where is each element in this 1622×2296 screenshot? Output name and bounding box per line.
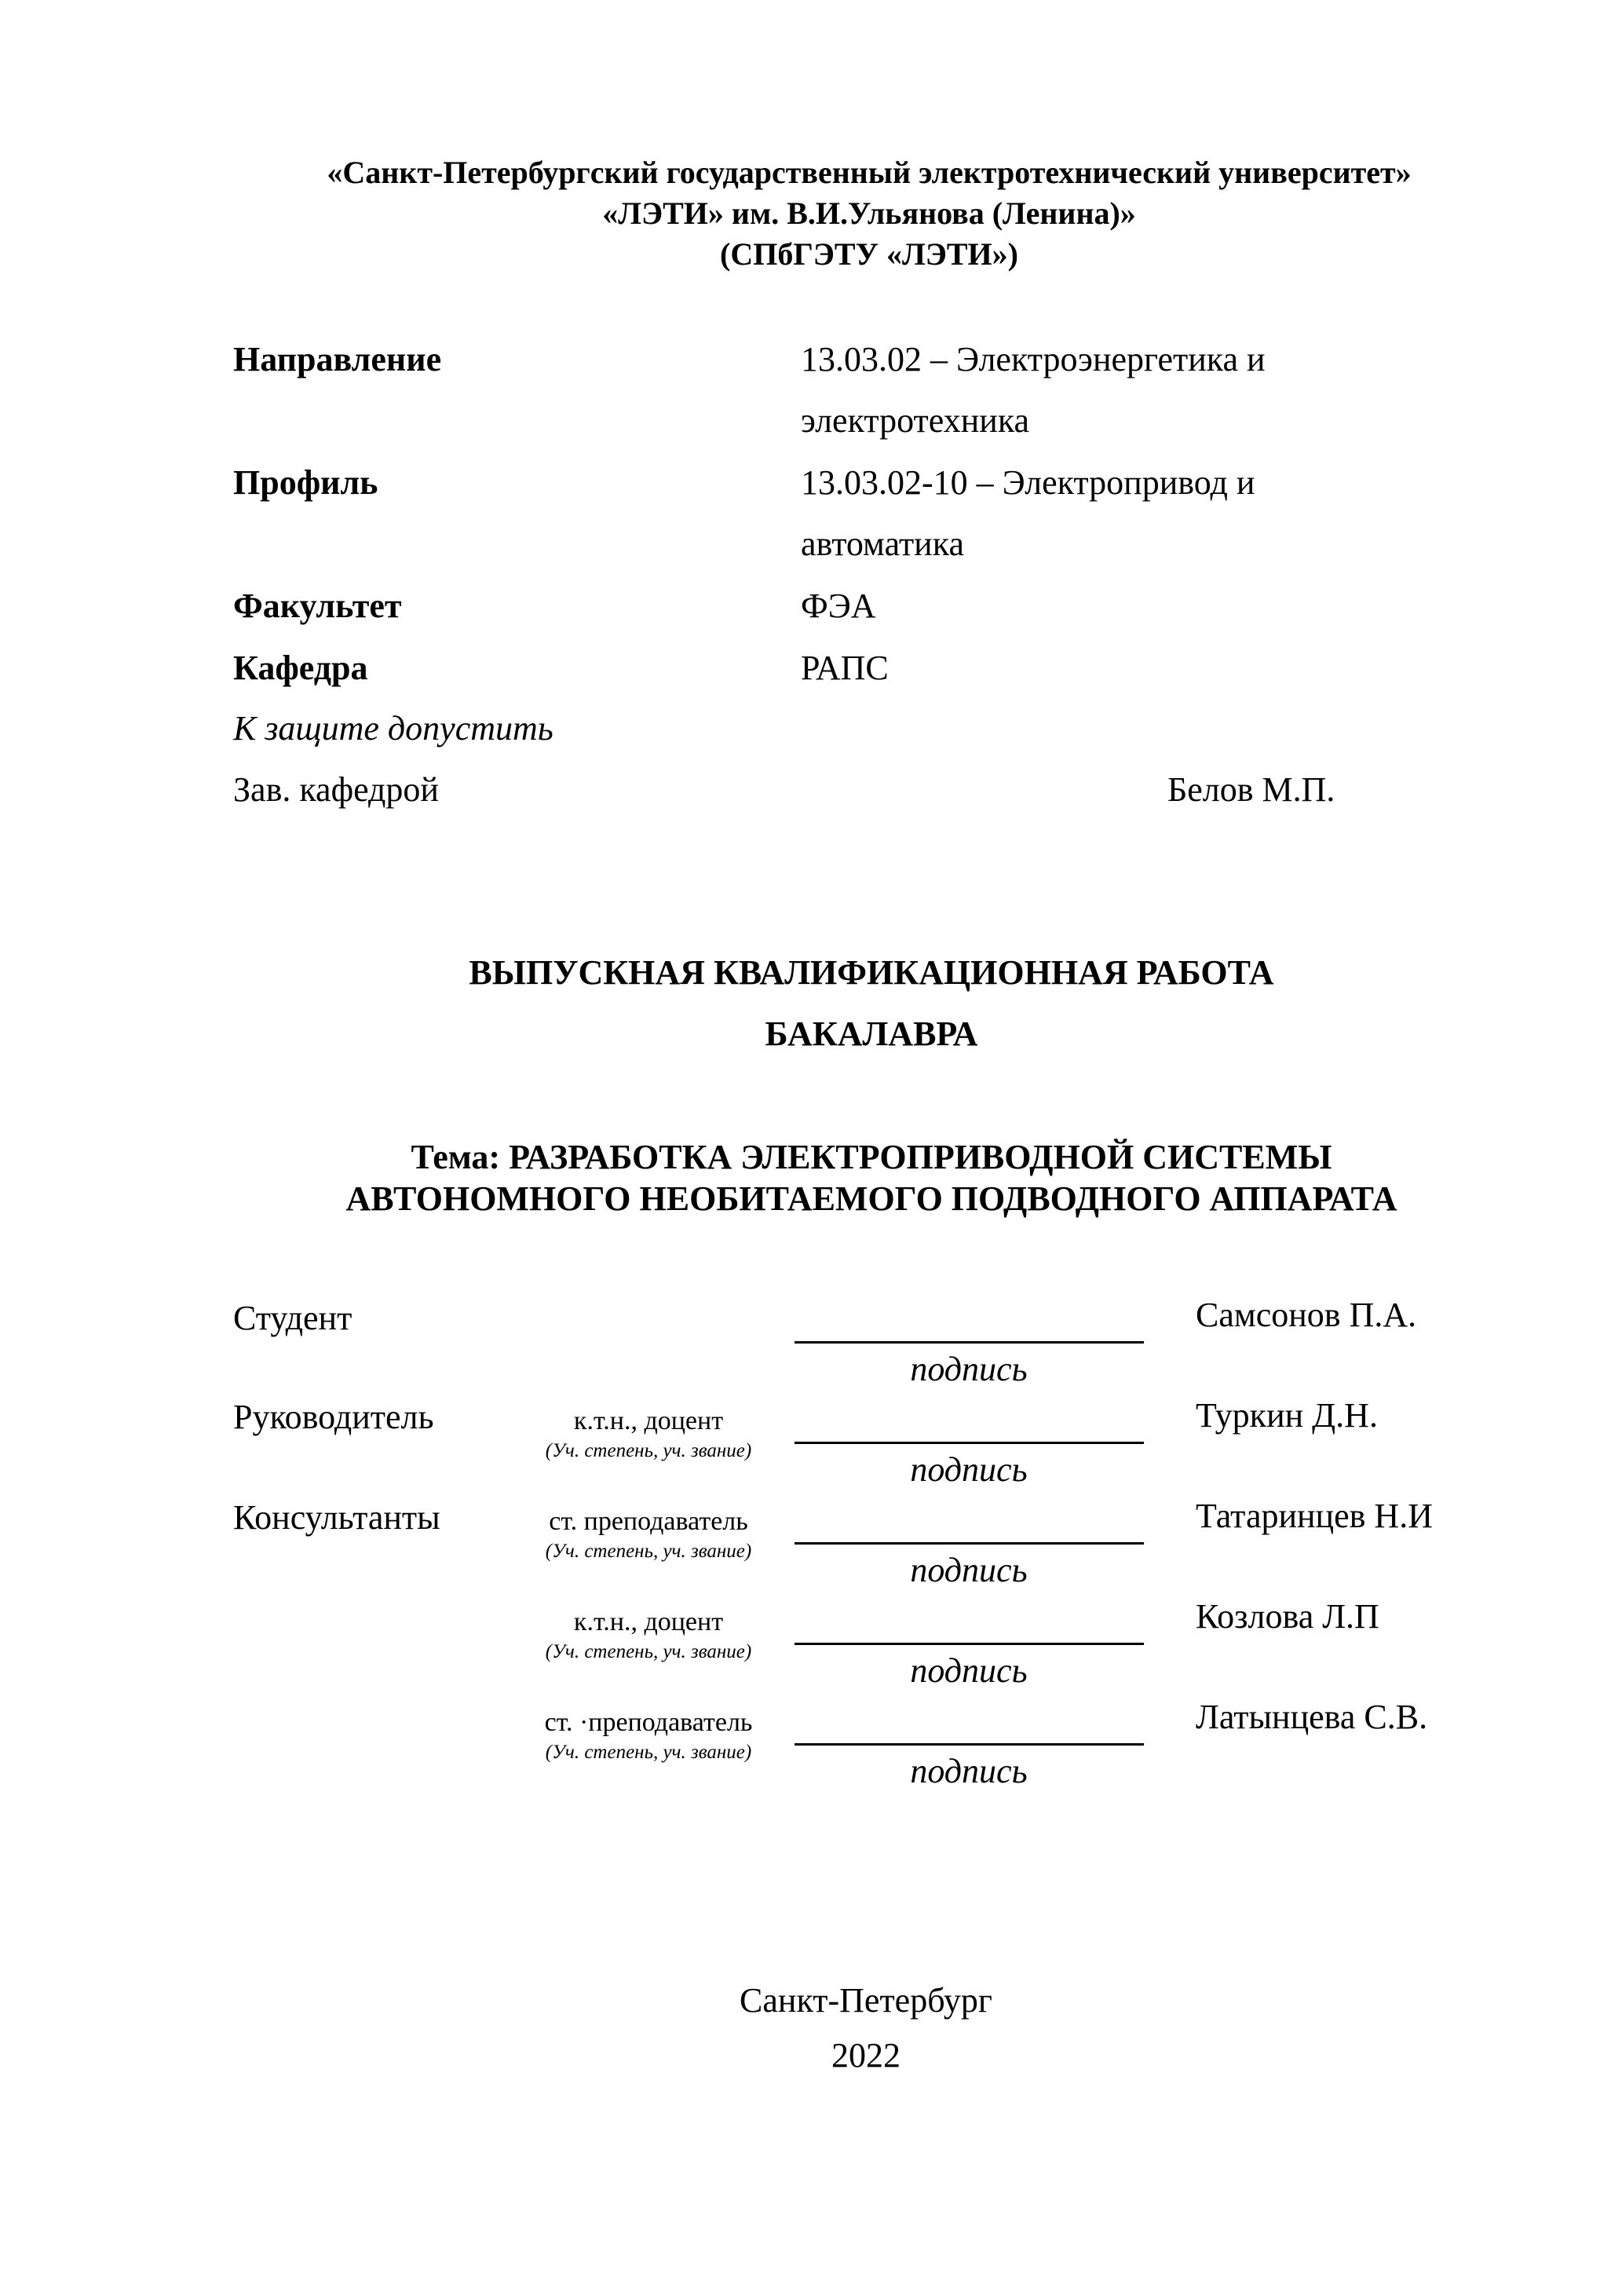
signature-caption: подпись <box>910 1450 1028 1489</box>
head-of-department-label: Зав. кафедрой <box>233 770 439 809</box>
city: Санкт-Петербург <box>740 1981 992 2020</box>
role-supervisor: Руководитель <box>233 1398 434 1436</box>
university-short-name: «ЛЭТИ» им. В.И.Ульянова (Ленина)» <box>602 196 1136 231</box>
signature-caption: подпись <box>910 1752 1028 1790</box>
work-title-line2: БАКАЛАВРА <box>765 1015 978 1053</box>
field-label-direction: Направление <box>233 340 442 378</box>
field-value-faculty: ФЭА <box>801 587 876 625</box>
work-title-line1: ВЫПУСКНАЯ КВАЛИФИКАЦИОННАЯ РАБОТА <box>469 953 1274 992</box>
signature-line <box>795 1743 1144 1746</box>
degree-consultant-2: к.т.н., доцент <box>573 1607 724 1636</box>
degree-caption: (Уч. степень, уч. звание) <box>545 1541 752 1562</box>
signature-line <box>795 1643 1144 1645</box>
signature-line <box>795 1341 1144 1344</box>
role-student: Студент <box>233 1299 353 1337</box>
year: 2022 <box>831 2036 901 2075</box>
admit-to-defense-text: К защите допустить <box>233 709 553 748</box>
head-of-department-name: Белов М.П. <box>1167 770 1335 809</box>
university-name: «Санкт-Петербургский государственный электротехнический университет» <box>327 155 1412 190</box>
field-value-department: РАПС <box>801 649 889 687</box>
degree-consultant-1: ст. преподаватель <box>549 1507 748 1536</box>
university-abbreviation: (СПбГЭТУ «ЛЭТИ») <box>720 236 1018 272</box>
field-label-department: Кафедра <box>233 649 368 687</box>
field-label-profile: Профиль <box>233 463 378 502</box>
field-value-profile-line2: автоматика <box>801 525 964 563</box>
name-consultant-2: Козлова Л.П <box>1196 1597 1379 1636</box>
degree-caption: (Уч. степень, уч. звание) <box>545 1641 752 1662</box>
degree-caption: (Уч. степень, уч. звание) <box>545 1440 752 1461</box>
degree-consultant-3: ст. ·преподаватель <box>544 1708 753 1737</box>
field-value-profile-line1: 13.03.02-10 – Электропривод и <box>801 463 1255 502</box>
topic-line2: АВТОНОМНОГО НЕОБИТАЕМОГО ПОДВОДНОГО АППАРАТА <box>345 1179 1397 1218</box>
degree-supervisor: к.т.н., доцент <box>573 1406 724 1435</box>
signature-caption: подпись <box>910 1350 1028 1388</box>
signature-line <box>795 1542 1144 1545</box>
topic-text-line1: РАЗРАБОТКА ЭЛЕКТРОПРИВОДНОЙ СИСТЕМЫ <box>509 1138 1332 1176</box>
topic-line1 <box>411 1140 1332 1175</box>
field-label-faculty: Факультет <box>233 587 402 625</box>
role-consultants: Консультанты <box>233 1498 440 1537</box>
signature-caption: подпись <box>910 1651 1028 1690</box>
signature-caption: подпись <box>910 1551 1028 1589</box>
field-value-direction-line1: 13.03.02 – Электроэнергетика и <box>801 340 1266 378</box>
name-student: Самсонов П.А. <box>1196 1296 1417 1334</box>
name-consultant-3: Латынцева С.В. <box>1196 1698 1428 1736</box>
field-value-direction-line2: электротехника <box>801 401 1030 440</box>
topic-prefix: Тема: <box>411 1138 501 1176</box>
name-consultant-1: Татаринцев Н.И <box>1196 1497 1433 1535</box>
name-supervisor: Туркин Д.Н. <box>1196 1396 1378 1435</box>
signature-line <box>795 1442 1144 1444</box>
degree-caption: (Уч. степень, уч. звание) <box>545 1742 752 1763</box>
